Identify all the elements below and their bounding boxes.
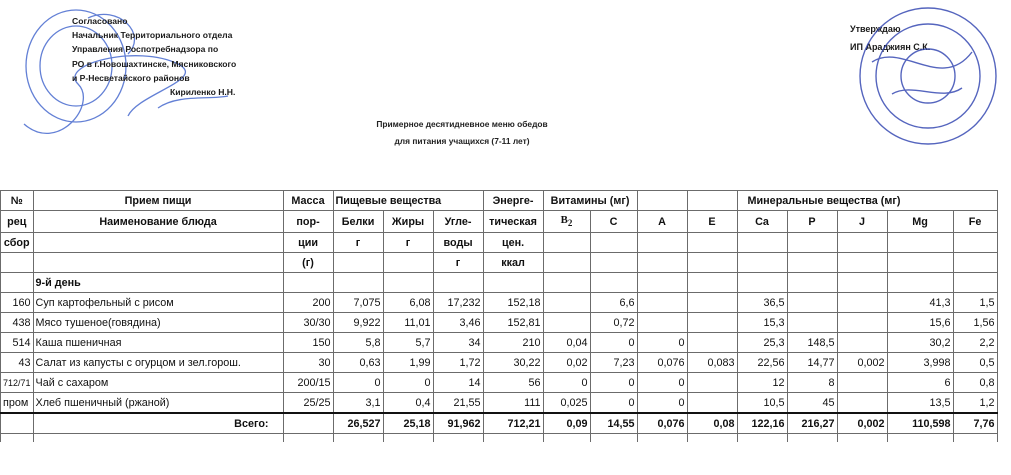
vitamin-a-value: 0 bbox=[637, 393, 687, 414]
portion-mass: 30/30 bbox=[283, 313, 333, 333]
partial-cell bbox=[787, 434, 837, 443]
total-a: 0,076 bbox=[637, 413, 687, 434]
total-fe: 7,76 bbox=[953, 413, 997, 434]
table-header-row-3 bbox=[1, 233, 998, 253]
iron-value: 1,2 bbox=[953, 393, 997, 414]
vitamin-b2-value bbox=[543, 293, 590, 313]
day-label: 9-й день bbox=[33, 273, 283, 293]
header-cell: рец bbox=[1, 211, 34, 233]
header-cell-b2 bbox=[543, 211, 590, 233]
header-cell: пор- bbox=[283, 211, 333, 233]
vitamin-b2-value: 0 bbox=[543, 373, 590, 393]
day-cell bbox=[333, 273, 383, 293]
carbs-value: 17,232 bbox=[433, 293, 483, 313]
recipe-number: 514 bbox=[1, 333, 34, 353]
day-cell bbox=[787, 273, 837, 293]
recipe-number: 43 bbox=[1, 353, 34, 373]
header-cell: ккал bbox=[483, 253, 543, 273]
energy-value: 56 bbox=[483, 373, 543, 393]
vitamin-a-value: 0,076 bbox=[637, 353, 687, 373]
table-row bbox=[1, 313, 998, 333]
phosphorus-value bbox=[787, 313, 837, 333]
vitamin-b2-value bbox=[543, 313, 590, 333]
partial-cell bbox=[637, 434, 687, 443]
vitamin-c-value: 0,72 bbox=[590, 313, 637, 333]
header-cell bbox=[383, 253, 433, 273]
header-cell: E bbox=[687, 211, 737, 233]
magnesium-value: 15,6 bbox=[887, 313, 953, 333]
carbs-value: 34 bbox=[433, 333, 483, 353]
header-cell: Пищевые вещества bbox=[333, 191, 483, 211]
header-cell: ции bbox=[283, 233, 333, 253]
recipe-number: 438 bbox=[1, 313, 34, 333]
calcium-value: 36,5 bbox=[737, 293, 787, 313]
vitamin-a-value: 0 bbox=[637, 333, 687, 353]
fat-value: 0,4 bbox=[383, 393, 433, 414]
total-e: 0,08 bbox=[687, 413, 737, 434]
total-cell bbox=[283, 413, 333, 434]
partial-cell bbox=[837, 434, 887, 443]
total-protein: 26,527 bbox=[333, 413, 383, 434]
header-cell bbox=[887, 233, 953, 253]
day-cell bbox=[543, 273, 590, 293]
header-cell bbox=[543, 253, 590, 273]
header-cell: сбор bbox=[1, 233, 34, 253]
total-p: 216,27 bbox=[787, 413, 837, 434]
header-b-subscript: 2 bbox=[567, 218, 573, 229]
header-cell bbox=[953, 233, 997, 253]
header-cell bbox=[687, 253, 737, 273]
partial-cell bbox=[383, 434, 433, 443]
approval-block bbox=[72, 14, 236, 99]
partial-cell bbox=[887, 434, 953, 443]
portion-mass: 30 bbox=[283, 353, 333, 373]
total-mg: 110,598 bbox=[887, 413, 953, 434]
header-cell: г bbox=[433, 253, 483, 273]
partial-cell bbox=[687, 434, 737, 443]
total-c: 14,55 bbox=[590, 413, 637, 434]
total-ca: 122,16 bbox=[737, 413, 787, 434]
vitamin-b2-value: 0,02 bbox=[543, 353, 590, 373]
day-cell bbox=[483, 273, 543, 293]
iron-value: 2,2 bbox=[953, 333, 997, 353]
approval-line: Управления Роспотребнадзора по bbox=[72, 44, 219, 55]
day-cell bbox=[637, 273, 687, 293]
header-cell: C bbox=[590, 211, 637, 233]
vitamin-e-value bbox=[687, 373, 737, 393]
magnesium-value: 3,998 bbox=[887, 353, 953, 373]
header-cell bbox=[687, 233, 737, 253]
fat-value: 6,08 bbox=[383, 293, 433, 313]
dish-name: Чай с сахаром bbox=[33, 373, 283, 393]
table-row-partial bbox=[1, 434, 998, 443]
partial-cell bbox=[1, 434, 34, 443]
header-cell bbox=[33, 253, 283, 273]
protein-value: 7,075 bbox=[333, 293, 383, 313]
day-cell bbox=[283, 273, 333, 293]
vitamin-e-value bbox=[687, 333, 737, 353]
header-cell bbox=[637, 253, 687, 273]
header-cell bbox=[637, 191, 687, 211]
recipe-number: пром bbox=[1, 393, 34, 414]
protein-value: 0 bbox=[333, 373, 383, 393]
day-cell bbox=[383, 273, 433, 293]
phosphorus-value: 45 bbox=[787, 393, 837, 414]
total-cell bbox=[1, 413, 34, 434]
header-cell: Угле- bbox=[433, 211, 483, 233]
header-cell bbox=[333, 253, 383, 273]
approval-signatory: Кириленко Н.Н. bbox=[170, 87, 236, 98]
header-cell bbox=[837, 233, 887, 253]
vitamin-e-value: 0,083 bbox=[687, 353, 737, 373]
vitamin-a-value bbox=[637, 313, 687, 333]
table-header-row-2 bbox=[1, 211, 998, 233]
iron-value: 0,5 bbox=[953, 353, 997, 373]
vitamin-e-value bbox=[687, 393, 737, 414]
dish-name: Мясо тушеное(говядина) bbox=[33, 313, 283, 333]
header-cell: J bbox=[837, 211, 887, 233]
header-cell: Масса bbox=[283, 191, 333, 211]
approval-line: Начальник Территориального отдела bbox=[72, 30, 233, 41]
approval-line: РО в г.Новошахтинске, Мясниковского bbox=[72, 58, 237, 69]
total-fat: 25,18 bbox=[383, 413, 433, 434]
approval-line: и Р-Несветайского районов bbox=[72, 72, 190, 83]
energy-value: 152,18 bbox=[483, 293, 543, 313]
fat-value: 1,99 bbox=[383, 353, 433, 373]
table-row bbox=[1, 373, 998, 393]
header-cell: P bbox=[787, 211, 837, 233]
day-cell bbox=[590, 273, 637, 293]
iodine-value bbox=[837, 313, 887, 333]
table-row bbox=[1, 293, 998, 313]
partial-cell bbox=[737, 434, 787, 443]
iodine-value bbox=[837, 373, 887, 393]
dish-name: Хлеб пшеничный (ржаной) bbox=[33, 393, 283, 414]
partial-cell bbox=[590, 434, 637, 443]
day-cell bbox=[737, 273, 787, 293]
partial-cell bbox=[543, 434, 590, 443]
header-cell: Витамины (мг) bbox=[543, 191, 637, 211]
energy-value: 152,81 bbox=[483, 313, 543, 333]
approval-line: Согласовано bbox=[72, 16, 128, 26]
fat-value: 0 bbox=[383, 373, 433, 393]
carbs-value: 14 bbox=[433, 373, 483, 393]
portion-mass: 25/25 bbox=[283, 393, 333, 414]
magnesium-value: 13,5 bbox=[887, 393, 953, 414]
header-cell: Прием пищи bbox=[33, 191, 283, 211]
header-cell bbox=[887, 253, 953, 273]
total-carbs: 91,962 bbox=[433, 413, 483, 434]
vitamin-b2-value: 0,025 bbox=[543, 393, 590, 414]
iron-value: 1,5 bbox=[953, 293, 997, 313]
vitamin-a-value: 0 bbox=[637, 373, 687, 393]
header-cell bbox=[1, 253, 34, 273]
energy-value: 111 bbox=[483, 393, 543, 414]
header-cell: (г) bbox=[283, 253, 333, 273]
calcium-value: 12 bbox=[737, 373, 787, 393]
protein-value: 0,63 bbox=[333, 353, 383, 373]
day-cell bbox=[887, 273, 953, 293]
vitamin-e-value bbox=[687, 293, 737, 313]
iodine-value bbox=[837, 293, 887, 313]
total-row bbox=[1, 413, 998, 434]
protein-value: 5,8 bbox=[333, 333, 383, 353]
vitamin-e-value bbox=[687, 313, 737, 333]
recipe-number: 160 bbox=[1, 293, 34, 313]
table-header-row-1 bbox=[1, 191, 998, 211]
protein-value: 3,1 bbox=[333, 393, 383, 414]
portion-mass: 150 bbox=[283, 333, 333, 353]
vitamin-b2-value: 0,04 bbox=[543, 333, 590, 353]
vitamin-c-value: 0 bbox=[590, 373, 637, 393]
day-cell bbox=[433, 273, 483, 293]
fat-value: 5,7 bbox=[383, 333, 433, 353]
iron-value: 1,56 bbox=[953, 313, 997, 333]
header-b-letter: B bbox=[560, 214, 568, 226]
day-cell bbox=[687, 273, 737, 293]
magnesium-value: 6 bbox=[887, 373, 953, 393]
calcium-value: 22,56 bbox=[737, 353, 787, 373]
header-cell bbox=[953, 253, 997, 273]
partial-cell bbox=[333, 434, 383, 443]
phosphorus-value: 8 bbox=[787, 373, 837, 393]
header-cell bbox=[590, 253, 637, 273]
menu-title-line2: для питания учащихся (7-11 лет) bbox=[394, 136, 530, 146]
day-cell bbox=[1, 273, 34, 293]
dish-name: Суп картофельный с рисом bbox=[33, 293, 283, 313]
iodine-value: 0,002 bbox=[837, 353, 887, 373]
table-row bbox=[1, 353, 998, 373]
calcium-value: 10,5 bbox=[737, 393, 787, 414]
table-row bbox=[1, 333, 998, 353]
vitamin-c-value: 6,6 bbox=[590, 293, 637, 313]
energy-value: 210 bbox=[483, 333, 543, 353]
table-header-row-4 bbox=[1, 253, 998, 273]
portion-mass: 200 bbox=[283, 293, 333, 313]
header-cell bbox=[33, 233, 283, 253]
day-cell bbox=[953, 273, 997, 293]
calcium-value: 15,3 bbox=[737, 313, 787, 333]
protein-value: 9,922 bbox=[333, 313, 383, 333]
carbs-value: 21,55 bbox=[433, 393, 483, 414]
total-energy: 712,21 bbox=[483, 413, 543, 434]
fat-value: 11,01 bbox=[383, 313, 433, 333]
energy-value: 30,22 bbox=[483, 353, 543, 373]
company-seal-stamp bbox=[842, 2, 1010, 152]
partial-cell bbox=[483, 434, 543, 443]
dish-name: Каша пшеничная bbox=[33, 333, 283, 353]
header-cell bbox=[687, 191, 737, 211]
header-cell: Наименование блюда bbox=[33, 211, 283, 233]
iodine-value bbox=[837, 393, 887, 414]
header-cell: Mg bbox=[887, 211, 953, 233]
partial-cell bbox=[283, 434, 333, 443]
header-cell bbox=[837, 253, 887, 273]
header-cell bbox=[787, 233, 837, 253]
carbs-value: 1,72 bbox=[433, 353, 483, 373]
approved-line: ИП Араджиян С.К. bbox=[850, 42, 931, 52]
header-cell: цен. bbox=[483, 233, 543, 253]
header-cell bbox=[737, 253, 787, 273]
day-cell bbox=[837, 273, 887, 293]
iron-value: 0,8 bbox=[953, 373, 997, 393]
vitamin-c-value: 0 bbox=[590, 393, 637, 414]
partial-cell bbox=[33, 434, 283, 443]
header-cell: № bbox=[1, 191, 34, 211]
menu-title-line1: Примерное десятидневное меню обедов bbox=[376, 119, 548, 129]
header-cell bbox=[787, 253, 837, 273]
phosphorus-value: 148,5 bbox=[787, 333, 837, 353]
header-cell: Fe bbox=[953, 211, 997, 233]
dish-name: Салат из капусты с огурцом и зел.горош. bbox=[33, 353, 283, 373]
total-label: Всего: bbox=[33, 413, 283, 434]
header-cell: г bbox=[333, 233, 383, 253]
recipe-number: 712/71 bbox=[1, 373, 34, 393]
header-cell: Ca bbox=[737, 211, 787, 233]
total-b2: 0,09 bbox=[543, 413, 590, 434]
vitamin-c-value: 0 bbox=[590, 333, 637, 353]
header-cell: тическая bbox=[483, 211, 543, 233]
header-cell: г bbox=[383, 233, 433, 253]
header-cell bbox=[637, 233, 687, 253]
approved-line: Утверждаю bbox=[850, 24, 901, 34]
partial-cell bbox=[953, 434, 997, 443]
vitamin-a-value bbox=[637, 293, 687, 313]
header-cell bbox=[543, 233, 590, 253]
header-cell bbox=[590, 233, 637, 253]
header-cell: Минеральные вещества (мг) bbox=[737, 191, 997, 211]
portion-mass: 200/15 bbox=[283, 373, 333, 393]
iodine-value bbox=[837, 333, 887, 353]
day-row bbox=[1, 273, 998, 293]
carbs-value: 3,46 bbox=[433, 313, 483, 333]
vitamin-c-value: 7,23 bbox=[590, 353, 637, 373]
phosphorus-value bbox=[787, 293, 837, 313]
magnesium-value: 41,3 bbox=[887, 293, 953, 313]
partial-cell bbox=[433, 434, 483, 443]
total-j: 0,002 bbox=[837, 413, 887, 434]
menu-title bbox=[352, 116, 572, 150]
calcium-value: 25,3 bbox=[737, 333, 787, 353]
menu-table bbox=[0, 190, 998, 442]
phosphorus-value: 14,77 bbox=[787, 353, 837, 373]
header-cell: Белки bbox=[333, 211, 383, 233]
header-cell bbox=[737, 233, 787, 253]
table-row bbox=[1, 393, 998, 414]
magnesium-value: 30,2 bbox=[887, 333, 953, 353]
header-cell: Жиры bbox=[383, 211, 433, 233]
header-cell: A bbox=[637, 211, 687, 233]
header-cell: Энерге- bbox=[483, 191, 543, 211]
header-cell: воды bbox=[433, 233, 483, 253]
